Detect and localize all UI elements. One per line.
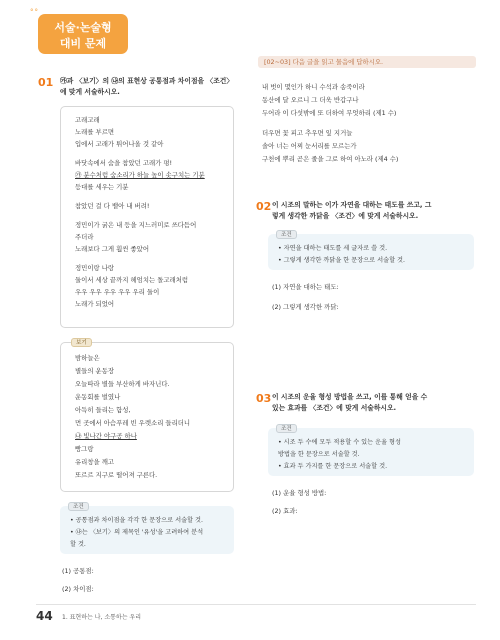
poem-line: 둘이서 세상 끝까지 헤엄치는 돌고래처럼 [75,276,189,284]
page-number: 44 [36,609,53,623]
condition-item: • 시조 두 수에 모두 적용할 수 있는 운율 형성 [278,439,401,446]
q02-condition-box [268,234,474,270]
section-tab-subtitle: 대비 문제 [59,37,107,50]
condition-label: 조건 [276,424,297,433]
q01-condition-box [60,506,234,554]
q03-answer-method: (1) 운율 형성 방법: [272,489,327,497]
question-03-text-line1: 이 시조의 운율 형성 방법을 쓰고, 이를 통해 얻을 수 [272,393,428,401]
bogi-line: 오늘따라 별들 부산하게 바자닌다. [75,380,170,388]
condition-item: • 공통점과 차이점을 각각 한 문장으로 서술할 것. [70,517,203,524]
question-02-text-line1: 이 시조의 말하는 이가 자연을 대하는 태도를 쓰고, 그 [272,201,432,209]
passage-line: 동산에 달 오르니 그 더욱 반갑구나 [262,96,359,104]
condition-item: • 효과 두 가지를 한 문장으로 서술할 것. [278,463,388,470]
bogi-line: 유리창을 깨고 [75,458,115,466]
bogi-line: 또르르 지구로 떨어져 구른다. [75,471,158,479]
footer-divider [36,604,476,605]
section-tab-title: 서술·논술형 [54,21,112,34]
poem-line: 정민이랑 나랑 [75,264,115,272]
question-03-number: 03 [256,392,272,405]
passage-line: 더우면 꽃 피고 추우면 잎 지거늘 [262,129,353,137]
poem-line-marked-a: ㉮ 분수처럼 숨소리가 하늘 높이 솟구치는 기분 [75,171,205,179]
poem-line: 우우 우우 우우 우우 우리 둘이 [75,288,160,296]
instruction-bar: [02~03] 다음 글을 읽고 물음에 답하시오. [258,56,476,68]
condition-label: 조건 [68,502,89,511]
q01-answer-difference: (2) 차이점: [62,585,94,593]
q03-answer-effect: (2) 효과: [272,507,298,515]
bogi-line: 먼 곳에서 아슴푸레 빈 우렛소리 들리더니 [75,419,191,427]
condition-item: • 자연을 대하는 태도를 세 글자로 쓸 것. [278,245,388,252]
bogi-line-marked-b: ㉯ 빛나간 야구공 하나 [75,432,137,440]
question-01-number: 01 [38,76,54,89]
q01-bogi-box [60,342,234,492]
q03-condition-box [268,428,474,476]
poem-line: 노래가 되었어 [75,300,115,308]
poem-line: 주더라 [75,233,94,241]
question-03-text-line2: 있는 효과를 〈조건〉에 맞게 서술하시오. [272,404,397,412]
poem-line: 등대를 세우는 기분 [75,183,129,191]
q02-answer-attitude: (1) 자연을 대하는 태도: [272,283,339,291]
question-02-text-line2: 렇게 생각한 까닭을 〈조건〉에 맞게 서술하시오. [272,212,419,220]
bogi-line: 별들의 운동장 [75,367,115,375]
condition-item: • ㉯는 〈보기〉의 제목인 '유성'을 고려하여 분석 [70,529,204,536]
question-01-text-line2: 에 맞게 서술하시오. [60,88,120,96]
decorative-dots: °° [30,8,39,16]
condition-label: 조건 [276,230,297,239]
poem-line: 입에서 고래가 튀어나올 것 같아 [75,140,164,148]
passage-line: 내 벗이 몇인가 하니 수석과 송죽이라 [262,83,365,91]
condition-item: • 그렇게 생각한 까닭을 한 문장으로 서술할 것. [278,257,405,264]
section-tab [38,14,128,54]
footer-chapter: 1. 표현하는 나, 소통하는 우리 [62,614,142,621]
poem-line: 고래고래 [75,116,100,124]
q01-poem-box [60,106,234,328]
condition-item: 방법을 한 문장으로 서술할 것. [278,451,360,458]
bogi-line: 빵그랑 [75,445,94,453]
poem-line: 참았던 걸 다 뱉아 내 버려! [75,202,150,210]
q02-answer-reason: (2) 그렇게 생각한 까닭: [272,303,339,311]
bogi-line: 밤하늘은 [75,354,100,362]
bogi-line: 아득히 들리는 함성, [75,406,131,414]
bogi-label: 보기 [71,338,92,347]
bogi-line: 운동회를 벌였나 [75,393,121,401]
poem-line: 노래보다 그게 훨씬 좋았어 [75,245,150,253]
passage-line: 구천에 뿌리 곧은 줄을 그로 하여 아노라 (제4 수) [262,155,399,163]
poem-line: 노래를 부르면 [75,128,115,136]
poem-line: 정민이가 굵은 내 등을 지느러미로 쓰다듬어 [75,221,197,229]
question-01-text-line1: ㉮과 〈보기〉의 ㉯의 표현상 공통점과 차이점을 〈조건〉 [60,77,234,85]
passage-line: 두어라 이 다섯밖에 또 더하여 무엇하리 (제1 수) [262,109,397,117]
question-02-number: 02 [256,200,272,213]
condition-item: 할 것. [70,541,86,548]
passage-line: 솔아 너는 어찌 눈서리를 모르는가 [262,142,357,150]
poem-line: 바닷속에서 숨을 참았던 고래가 펑! [75,159,173,167]
q01-answer-common: (1) 공통점: [62,567,94,575]
